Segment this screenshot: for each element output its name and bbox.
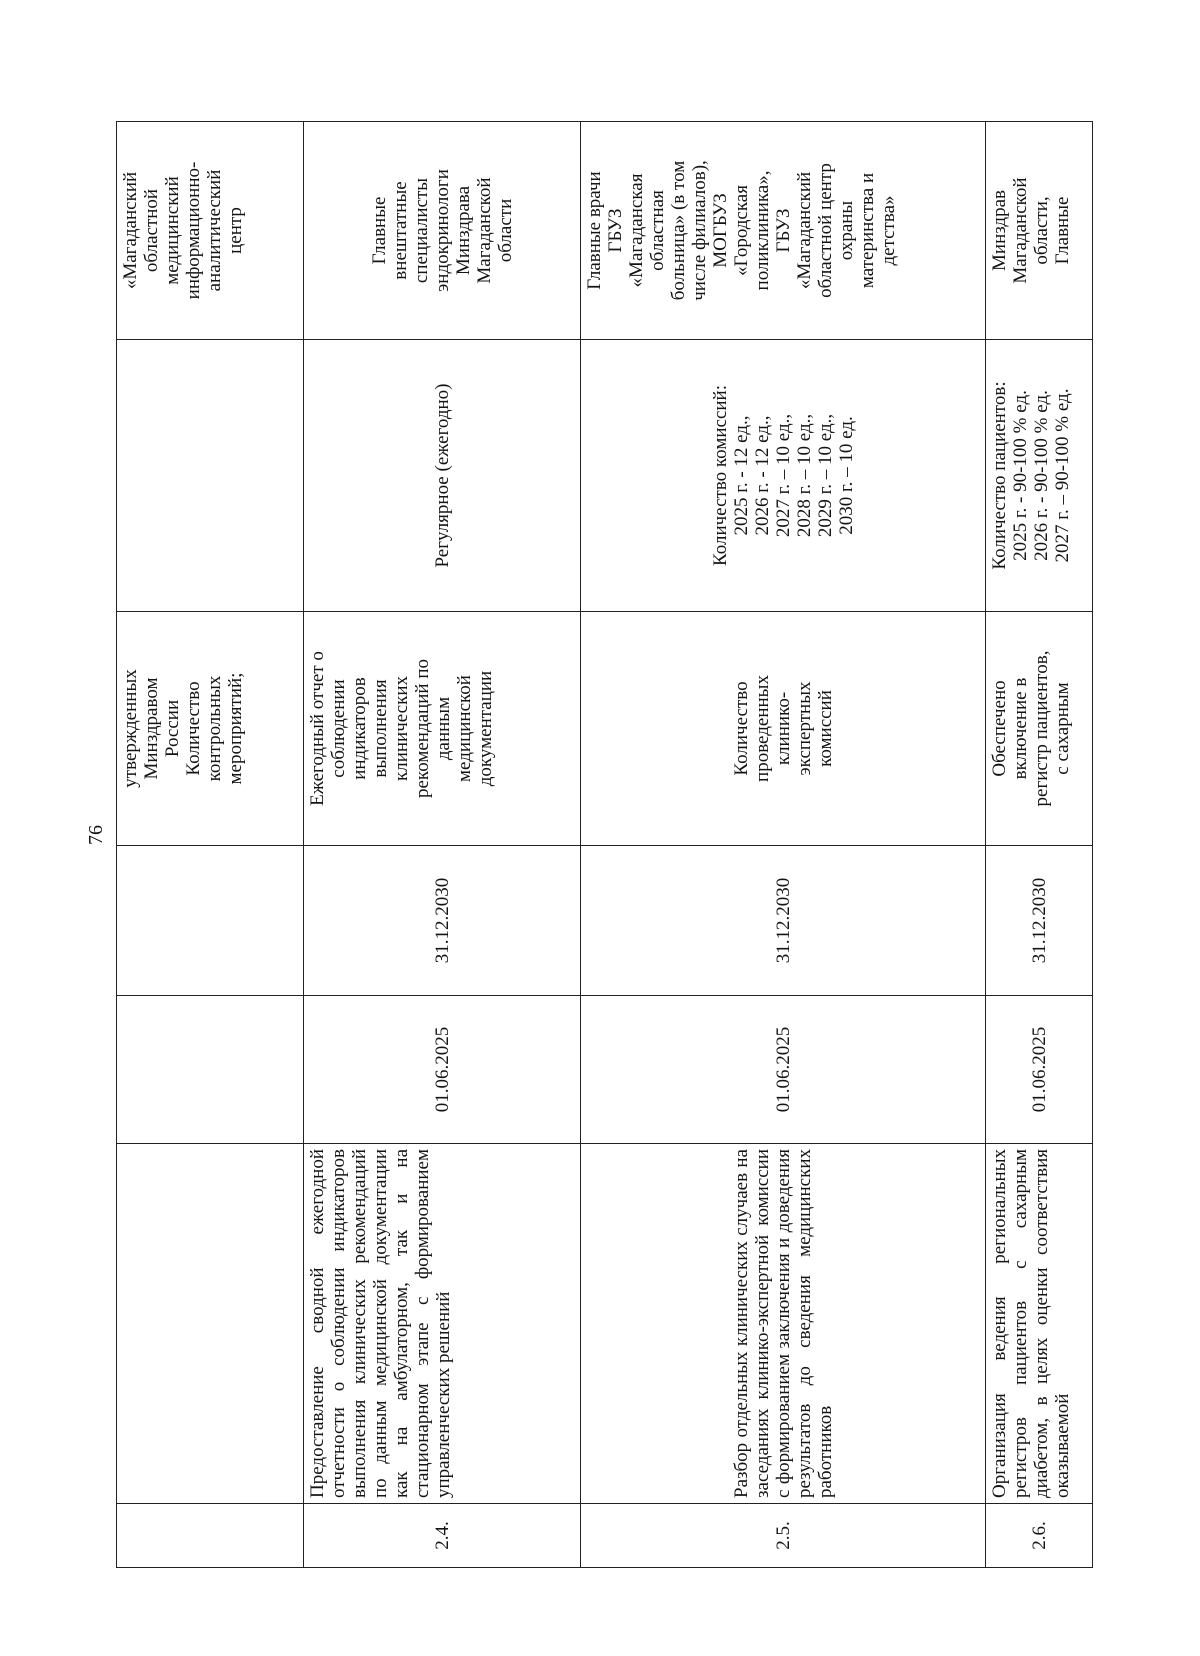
row-number-cell: 2.5. — [581, 1504, 986, 1568]
table-row-2-4 — [304, 122, 581, 1568]
result-cell: Количество проведенных клинико- экспертных комиссий — [581, 612, 986, 846]
end-date-cell: 31.12.2030 — [581, 846, 986, 996]
description-cell: Разбор отдельных клинических случаев на заседаниях клинико-экспертной комиссии с формированием заключения и доведения результатов до сведения медицинских работников — [581, 1144, 986, 1504]
result-cell: Обеспечено включение в регистр пациентов, с сахарным — [986, 612, 1093, 846]
end-date-cell: 31.12.2030 — [304, 846, 581, 996]
indicator-cell: Количество пациентов: 2025 г. - 90-100 % ед. 2026 г. - 90-100 % ед. 2027 г. – 90-100 % ед. — [986, 340, 1093, 612]
row-number-cell — [117, 1504, 304, 1568]
row-number-cell: 2.4. — [304, 1504, 581, 1568]
result-cell: Ежегодный отчет о соблюдении индикаторов выполнения клинических рекомендаций по данным медицинской документации — [304, 612, 581, 846]
indicator-cell — [117, 340, 304, 612]
indicator-cell: Регулярное (ежегодно) — [304, 340, 581, 612]
start-date-cell: 01.06.2025 — [986, 996, 1093, 1144]
table-row-continuation — [117, 122, 304, 1568]
end-date-cell: 31.12.2030 — [986, 846, 1093, 996]
result-cell: утвержденных Минздравом России Количество контрольных мероприятий; — [117, 612, 304, 846]
plan-table — [116, 122, 1073, 1568]
description-cell — [117, 1144, 304, 1504]
start-date-cell: 01.06.2025 — [581, 996, 986, 1144]
responsible-cell: Главные врачи ГБУЗ «Магаданская областная больница» (в том числе филиалов), МОГБУЗ «Городская поликлиника», ГБУЗ «Магаданский областной центр охраны материнства и детства» — [581, 122, 986, 340]
start-date-cell: 01.06.2025 — [304, 996, 581, 1144]
responsible-cell: Минздрав Магаданской области, Главные — [986, 122, 1093, 340]
table-row-2-6 — [986, 122, 1093, 1568]
description-cell: Предоставление сводной ежегодной отчетности о соблюдении индикаторов выполнения клинических рекомендаций по данным медицинской документации как на амбулаторном, так и на стационарном этапе с формированием управленческих решений — [304, 1144, 581, 1504]
row-number-cell: 2.6. — [986, 1504, 1093, 1568]
responsible-cell: «Магаданский областной медицинский информационно- аналитический центр — [117, 122, 304, 340]
responsible-cell: Главные внештатные специалисты эндокринологи Минздрава Магаданской области — [304, 122, 581, 340]
page-number: 76 — [85, 825, 107, 845]
end-date-cell — [117, 846, 304, 996]
description-cell: Организация ведения региональных регистров пациентов с сахарным диабетом, в целях оценки соответствия оказываемой — [986, 1144, 1093, 1504]
indicator-cell: Количество комиссий: 2025 г. - 12 ед., 2026 г. - 12 ед., 2027 г. – 10 ед., 2028 г. – 10 ед., 2029 г. – 10 ед., 2030 г. – 10 ед. — [581, 340, 986, 612]
start-date-cell — [117, 996, 304, 1144]
table-row-2-5 — [581, 122, 986, 1568]
